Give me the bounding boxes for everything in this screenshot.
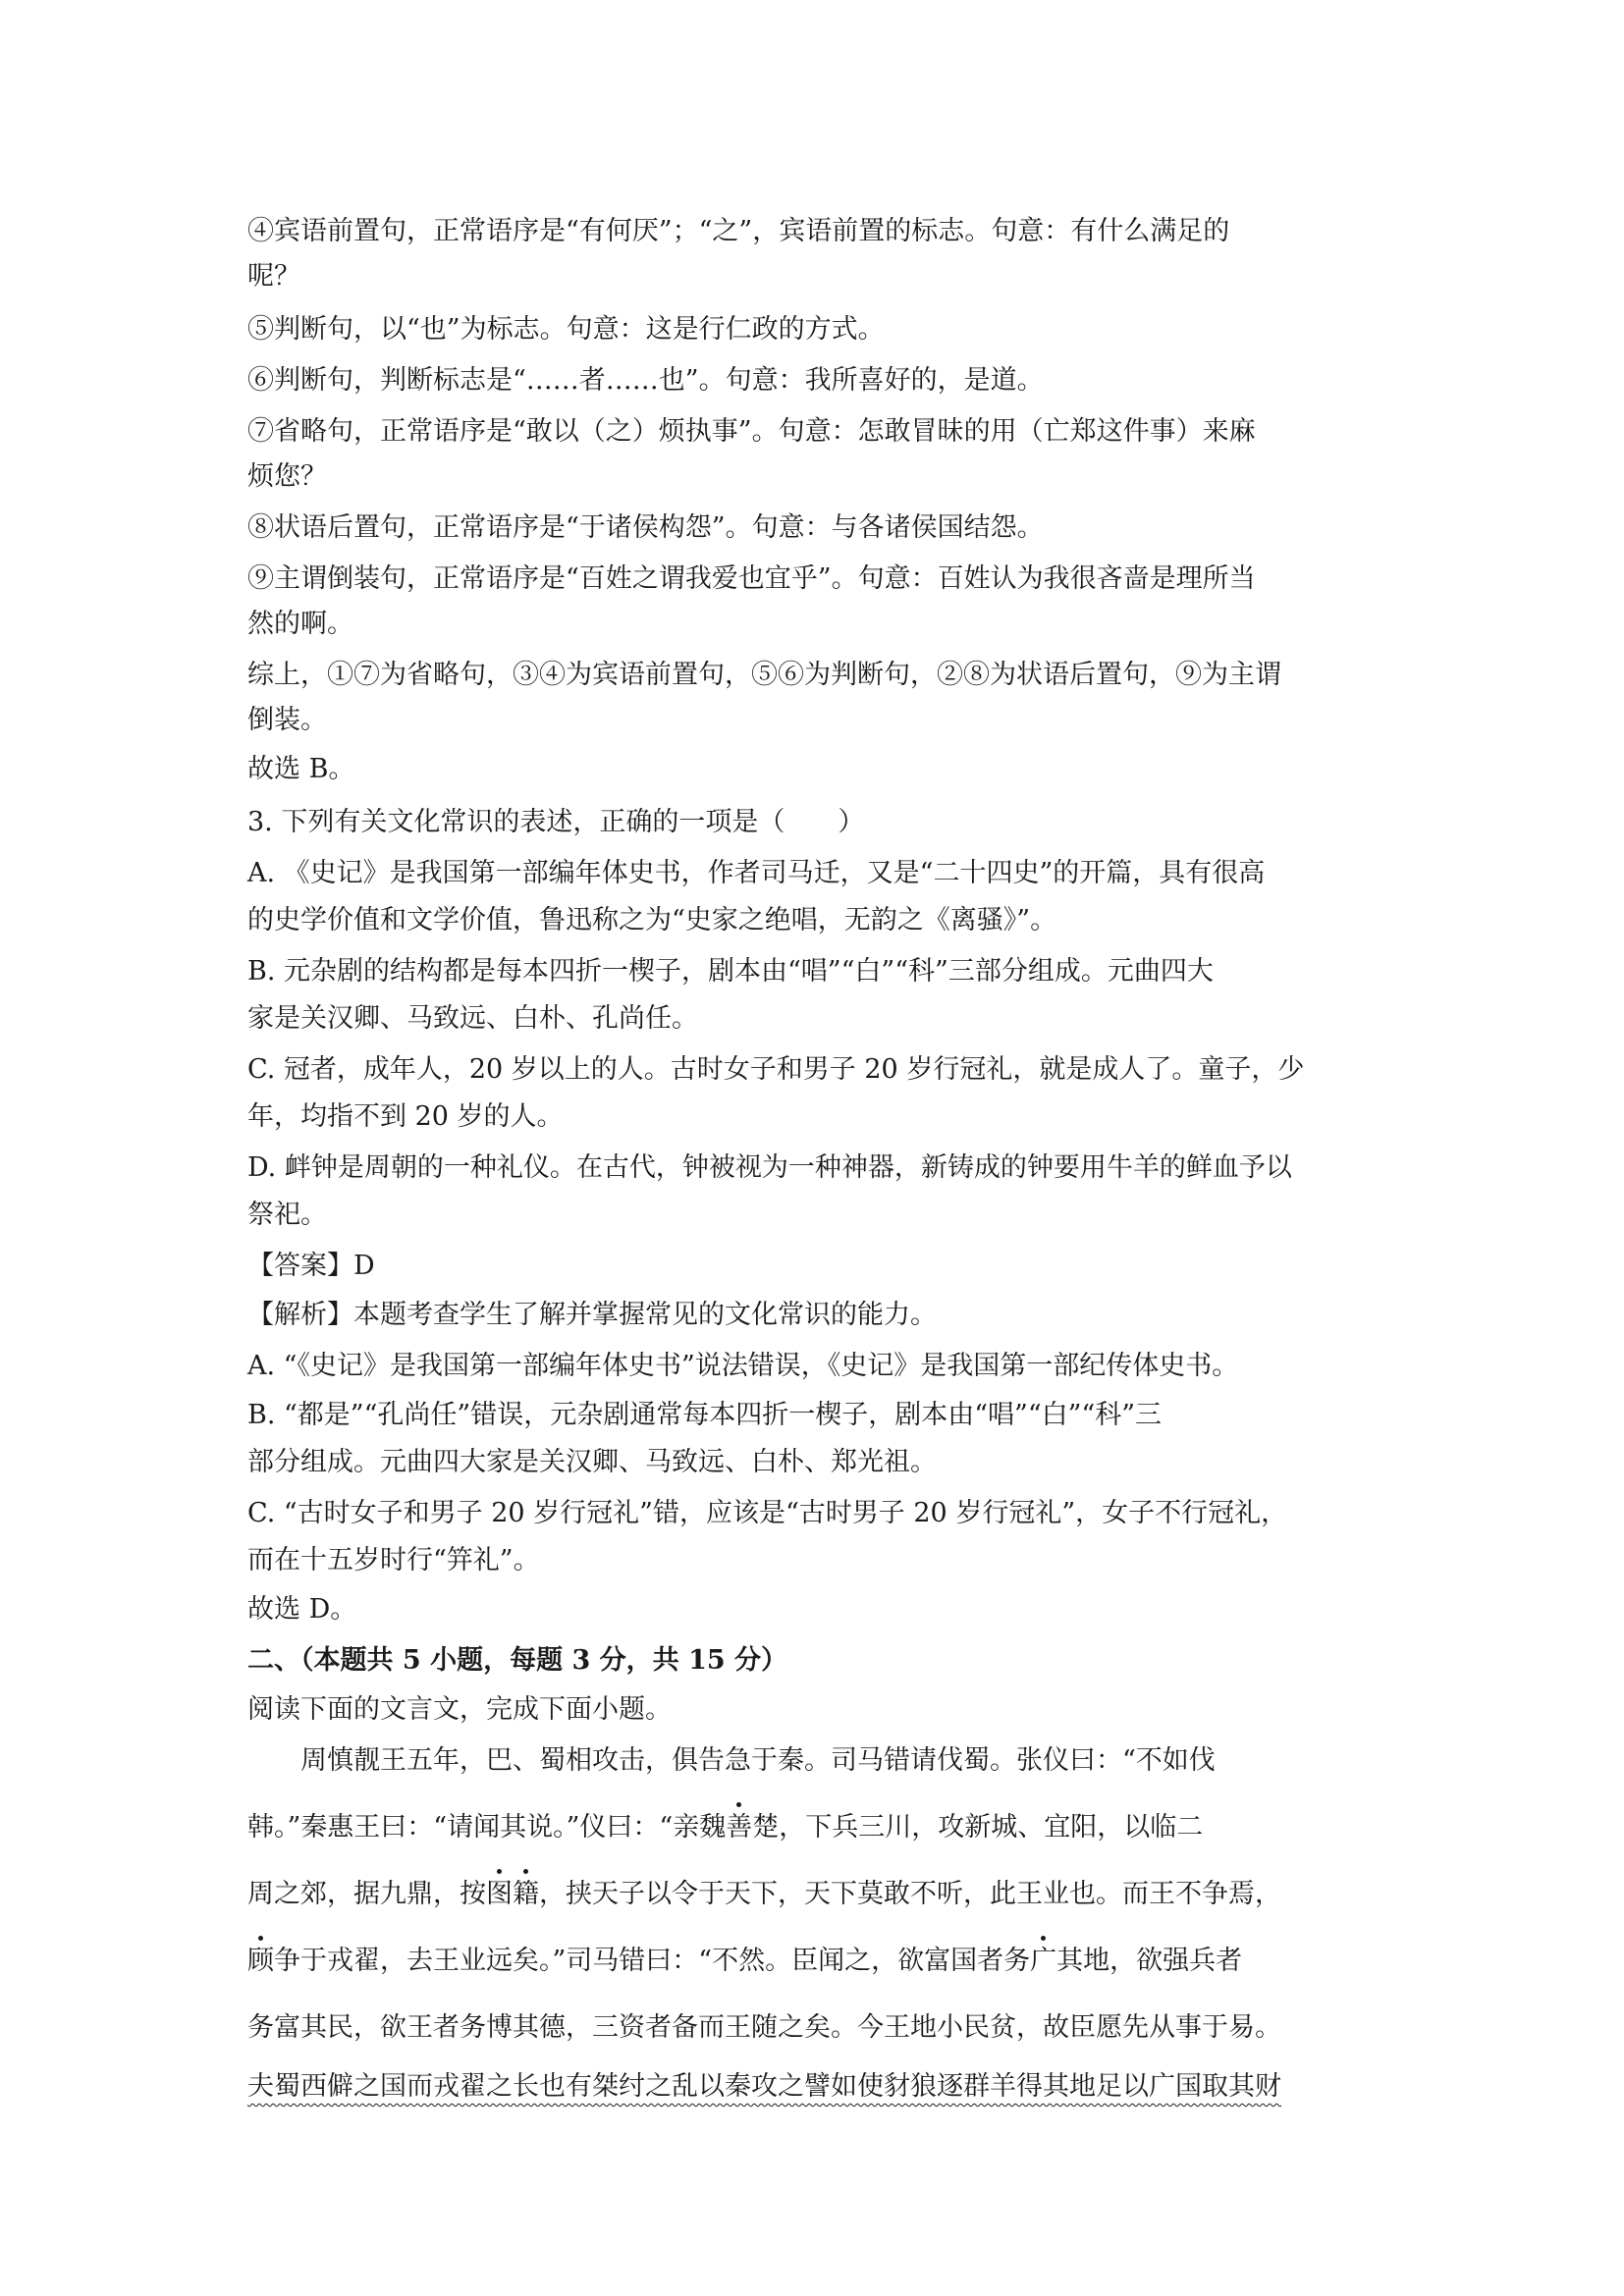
analysis-line-8: ⑧状语后置句，正常语序是“于诸侯构怨”。句意：与各诸侯国结怨。 <box>247 512 1044 543</box>
passage-line-1: 周慎靓王五年，巴、蜀相攻击，俱告急于秦。司马错请伐蜀。张仪曰：“不如伐 <box>300 1745 1216 1776</box>
emphasis-dot-char: 顾 <box>247 1942 274 1981</box>
section-heading: 二、（本题共 5 小题，每题 3 分，共 15 分） <box>247 1645 788 1676</box>
option-d: D. 衅钟是周朝的一种礼仪。在古代，钟被视为一种神器，新铸成的钟要用牛羊的鲜血予以 <box>247 1152 1292 1183</box>
answer-label: 【答案】D <box>247 1251 375 1281</box>
reading-instruction: 阅读下面的文言文，完成下面小题。 <box>247 1694 672 1725</box>
analysis-line-9-cont: 然的啊。 <box>247 609 353 639</box>
option-c: C. 冠者，成年人，20 岁以上的人。古时女子和男子 20 岁行冠礼，就是成人了。童子，少 <box>247 1054 1305 1085</box>
emphasis-dot-char: 善 <box>726 1808 752 1847</box>
explanation-c: C. “古时女子和男子 20 岁行冠礼”错，应该是“古时男子 20 岁行冠礼”，女子不行冠礼， <box>247 1498 1288 1528</box>
passage-line-3: 周之郊，据九鼎，按图籍，挟天子以令于天下，天下莫敢不听，此王业也。而王不争焉， <box>247 1875 1386 1914</box>
passage-line-5: 务富其民，欲王者务博其德，三资者备而王随之矣。今王地小民贫，故臣愿先从事于易。 <box>247 2012 1281 2043</box>
explanation-c-cont: 而在十五岁时行“笄礼”。 <box>247 1545 540 1575</box>
option-c-cont: 年，均指不到 20 岁的人。 <box>247 1101 564 1132</box>
analysis-line-9: ⑨主谓倒装句，正常语序是“百姓之谓我爱也宜乎”。句意：百姓认为我很吝啬是理所当 <box>247 563 1256 594</box>
passage-line-6-wavy <box>247 2067 1386 2107</box>
explanation-intro: 【解析】本题考查学生了解并掌握常见的文化常识的能力。 <box>247 1300 937 1330</box>
answer-choice-3: 故选 D。 <box>247 1594 357 1625</box>
emphasis-dot-char: 籍 <box>513 1875 539 1914</box>
explanation-b-cont: 部分组成。元曲四大家是关汉卿、马致远、白朴、郑光祖。 <box>247 1447 937 1477</box>
analysis-line-4-cont: 呢？ <box>247 261 300 292</box>
analysis-line-6: ⑥判断句，判断标志是“……者……也”。句意：我所喜好的，是道。 <box>247 365 1044 396</box>
explanation-a: A. “《史记》是我国第一部编年体史书”说法错误，《史记》是我国第一部纪传体史书。 <box>247 1351 1239 1381</box>
summary-line: 综上，①⑦为省略句，③④为宾语前置句，⑤⑥为判断句，②⑧为状语后置句，⑨为主谓 <box>247 660 1281 690</box>
analysis-line-7-cont: 烦您？ <box>247 461 327 492</box>
explanation-b: B. “都是”“孔尚任”错误，元杂剧通常每本四折一楔子，剧本由“唱”“白”“科”三 <box>247 1400 1163 1430</box>
option-a: A. 《史记》是我国第一部编年体史书，作者司马迁，又是“二十四史”的开篇，具有很高 <box>247 858 1266 888</box>
analysis-line-5: ⑤判断句，以“也”为标志。句意：这是行仁政的方式。 <box>247 314 885 345</box>
emphasis-dot-char: 广 <box>1030 1942 1056 1981</box>
option-b-cont: 家是关汉卿、马致远、白朴、孔尚任。 <box>247 1003 698 1034</box>
option-a-cont: 的史学价值和文学价值，鲁迅称之为“史家之绝唱，无韵之《离骚》”。 <box>247 905 1057 935</box>
passage-line-2: 韩。”秦惠王曰：“请闻其说。”仪曰：“亲魏善楚，下兵三川，攻新城、宜阳，以临二 <box>247 1808 1386 1847</box>
question-3-stem: 3. 下列有关文化常识的表述，正确的一项是（ ） <box>247 807 865 837</box>
answer-choice-2: 故选 B。 <box>247 754 355 784</box>
passage-line-4: 顾争于戎翟，去王业远矣。”司马错曰：“不然。臣闻之，欲富国者务广其地，欲强兵者 <box>247 1942 1386 1981</box>
analysis-line-7: ⑦省略句，正常语序是“敢以（之）烦执事”。句意：怎敢冒昧的用（亡郑这件事）来麻 <box>247 416 1256 447</box>
summary-line-cont: 倒装。 <box>247 705 327 735</box>
emphasis-dot-char: 图 <box>486 1875 513 1914</box>
analysis-line-4: ④宾语前置句，正常语序是“有何厌”；“之”，宾语前置的标志。句意：有什么满足的 <box>247 216 1230 246</box>
wavy-underlined-text: 夫蜀西僻之国而戎翟之长也有桀纣之乱以秦攻之譬如使豺狼逐群羊得其地足以广国取其财 <box>247 2071 1281 2102</box>
option-d-cont: 祭祀。 <box>247 1200 327 1230</box>
option-b: B. 元杂剧的结构都是每本四折一楔子，剧本由“唱”“白”“科”三部分组成。元曲四大 <box>247 956 1214 987</box>
